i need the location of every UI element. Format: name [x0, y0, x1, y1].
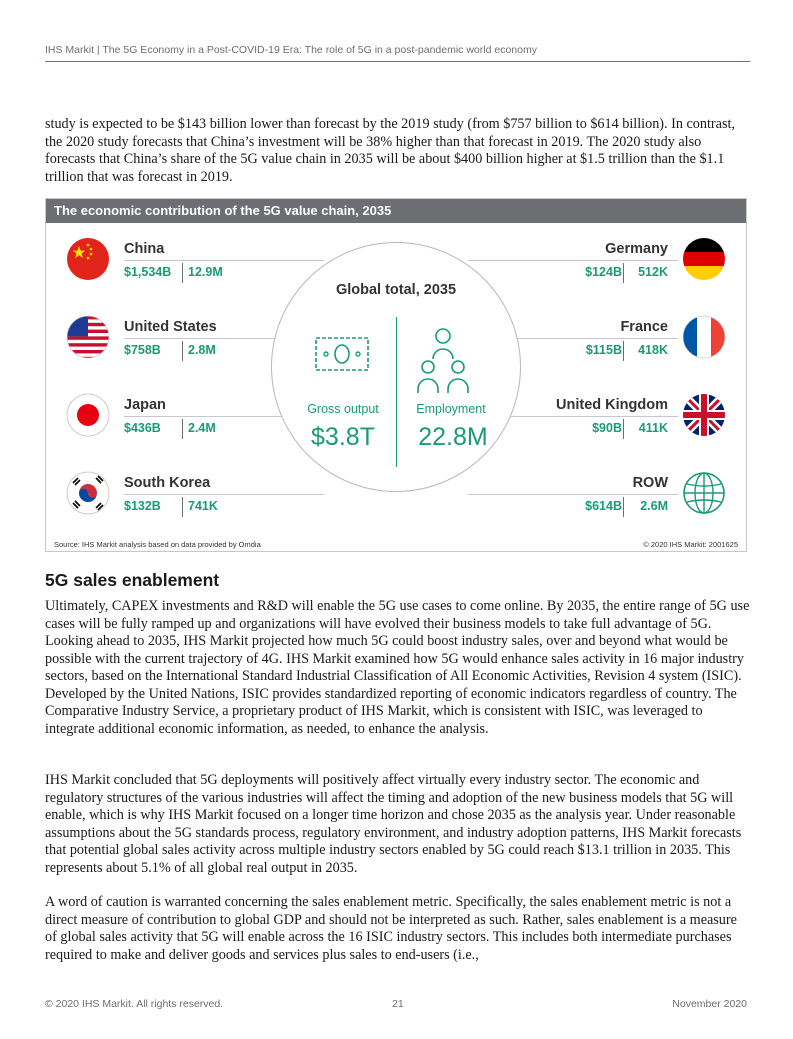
- intro-paragraph: study is expected to be $143 billion lower than forecast by the 2019 study (from $757 billion to $614 billion). In contrast, the 2020 study forecasts that China’s investment will be 38% higher than that forecast in 2019. The 2020 study also forecasts that China’s share of the 5G value chain in 2035 will be about $400 billion higher at $1.5 trillion than the $1.1 trillion that was forecast in 2019.: [45, 116, 735, 185]
- footer-date: November 2020: [672, 998, 747, 1010]
- japan-flag: [66, 393, 110, 437]
- connector-line: [124, 338, 284, 339]
- figure-source: Source: IHS Markit analysis based on data provided by Omdia: [54, 540, 261, 549]
- country-output-south-korea: $132B: [124, 499, 161, 513]
- country-name-japan: Japan: [124, 397, 166, 413]
- germany-flag: [682, 237, 726, 281]
- employment-value: 22.8M: [418, 423, 488, 451]
- employment-label: Employment: [416, 402, 486, 416]
- running-header: IHS Markit | The 5G Economy in a Post-COVID-19 Era: The role of 5G in a post-pandemic world economy: [45, 44, 537, 56]
- globe-icon: [682, 471, 726, 515]
- figure-copyright: © 2020 IHS Markit: 2001625: [643, 540, 738, 549]
- country-jobs-france: 418K: [638, 343, 668, 357]
- country-name-united-states: United States: [124, 319, 217, 335]
- connector-line: [124, 416, 284, 417]
- country-output-france: $115B: [585, 343, 622, 357]
- connector-line: [508, 416, 678, 417]
- country-output-japan: $436B: [124, 421, 161, 435]
- country-name-germany: Germany: [605, 241, 668, 257]
- value-separator: [182, 419, 183, 439]
- us-flag: [66, 315, 110, 359]
- connector-line: [468, 494, 678, 495]
- gross-output-label: Gross output: [307, 402, 379, 416]
- country-output-united-states: $758B: [124, 343, 161, 357]
- country-jobs-united-kingdom: 411K: [638, 421, 668, 435]
- value-separator: [623, 419, 624, 439]
- country-name-south-korea: South Korea: [124, 475, 211, 491]
- country-jobs-japan: 2.4M: [188, 421, 216, 435]
- value-separator: [182, 263, 183, 283]
- value-separator: [182, 497, 183, 517]
- country-output-row: $614B: [585, 499, 622, 513]
- country-name-france: France: [620, 319, 668, 335]
- country-name-united-kingdom: United Kingdom: [556, 397, 668, 413]
- section-paragraph-2: IHS Markit concluded that 5G deployments will positively affect virtually every industry sector. The economic and regulatory structures of the various industries will affect the timing and adoption of the new business models that 5G will enable, which is why IHS Markit focused on a longer time horizon and chose 2035 as the analysis year. Under reasonable assumptions about the 5G standards process, regulatory environment, and industry adoption patterns, IHS Markit forecasts that potential global sales activity across multiple industry sectors enabled by 5G could reach $13.1 trillion in 2035. This represents about 5.1% of all global real output in 2035.: [45, 772, 742, 876]
- connector-line: [124, 260, 324, 261]
- header-divider: [45, 61, 750, 62]
- france-flag: [682, 315, 726, 359]
- country-output-germany: $124B: [585, 265, 622, 279]
- money-icon: [314, 336, 370, 372]
- uk-flag: [682, 393, 726, 437]
- country-output-united-kingdom: $90B: [592, 421, 622, 435]
- country-jobs-south-korea: 741K: [188, 499, 218, 513]
- section-paragraph-3: A word of caution is warranted concerning the sales enablement metric. Specifically, the sales enablement metric is not a direct measure of contribution to global GDP and should not be interpreted as such. Rather, sales enablement is a measure of global sales activity that 5G will enable across the 16 ISIC industry sectors. This includes both intermediate purchases required to make and deliver goods and services plus sales to end-users (i.e.,: [45, 894, 737, 963]
- connector-line: [124, 494, 324, 495]
- people-icon: [413, 327, 473, 395]
- value-separator: [623, 497, 624, 517]
- country-jobs-united-states: 2.8M: [188, 343, 216, 357]
- country-name-row: ROW: [632, 475, 668, 491]
- country-jobs-germany: 512K: [638, 265, 668, 279]
- country-output-china: $1,534B: [124, 265, 172, 279]
- country-name-china: China: [124, 241, 165, 257]
- south-korea-flag: [66, 471, 110, 515]
- figure-title: The economic contribution of the 5G value chain, 2035: [46, 199, 746, 223]
- value-separator: [182, 341, 183, 361]
- section-paragraph-1: Ultimately, CAPEX investments and R&D will enable the 5G use cases to come online. By 2035, the entire range of 5G use cases will be fully ramped up and organizations will have evolved their business models to take full advantage of 5G. Looking ahead to 2035, IHS Markit projected how much 5G could boost industry sales, over and beyond what would be possible with the current trajectory of 4G. IHS Markit examined how 5G would enhance sales activity in 16 major industry sectors, based on the International Standard Industrial Classification of All Economic Activities, Revision 4 system (ISIC). Developed by the United Nations, ISIC provides standardized reporting of economic indicators regardless of country. The Comparative Industry Service, a proprietary product of IHS Markit, which is consistent with ISIC, was leveraged to integrate additional economic information, as needed, to enhance the analysis.: [45, 598, 750, 737]
- value-separator: [623, 341, 624, 361]
- connector-line: [508, 338, 678, 339]
- country-jobs-china: 12.9M: [188, 265, 223, 279]
- connector-line: [468, 260, 678, 261]
- china-flag: [66, 237, 110, 281]
- value-chain-figure: [45, 198, 747, 552]
- footer-copyright: © 2020 IHS Markit. All rights reserved.: [45, 998, 224, 1010]
- section-heading: 5G sales enablement: [45, 570, 220, 590]
- value-separator: [623, 263, 624, 283]
- global-total-title: Global total, 2035: [335, 282, 457, 298]
- center-divider: [396, 317, 397, 467]
- country-jobs-row: 2.6M: [640, 499, 668, 513]
- gross-output-value: $3.8T: [311, 423, 375, 451]
- footer-page-number: 21: [392, 998, 404, 1010]
